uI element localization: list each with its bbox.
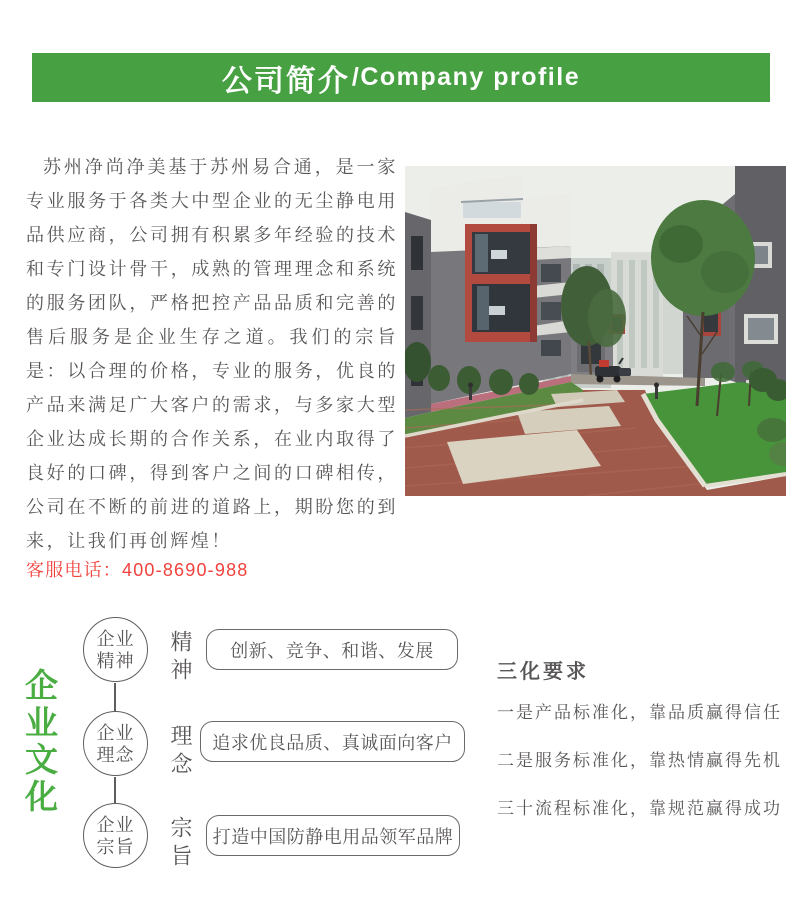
circle-text-line2: 理念 (96, 744, 135, 765)
culture-vertical-title: 企业文化 (21, 668, 58, 816)
requirement-item-2: 二是服务标准化，靠热情赢得先机 (497, 751, 782, 770)
side-label-spirit: 精神 (168, 630, 193, 686)
circle-text-line1: 企业 (96, 722, 135, 743)
connector-line (114, 683, 116, 712)
side-label-philosophy: 理念 (168, 724, 193, 780)
section-title-en: /Company profile (351, 63, 581, 91)
service-hotline (26, 556, 249, 582)
company-intro-paragraph: 苏州净尚净美基于苏州易合通，是一家专业服务于各类大中型企业的无尘静电用品供应商，公司拥有积累多年经验的技术和专门设计骨干，成熟的管理理念和系统的服务团队，严格把控产品品质和完善的售后服务是企业生存之道。我们的宗旨是：以合理的价格，专业的服务，优良的产品来满足广大客户的需求，与多家大型企业达成长期的合作关系，在业内取得了良好的口碑，得到客户之间的口碑相传，公司在不断的前进的道路上，期盼您的到来，让我们再创辉煌！ (26, 157, 398, 551)
section-title-zh: 公司简介 (221, 64, 350, 98)
campus-photo (405, 166, 786, 496)
requirements-heading: 三化要求 (497, 661, 589, 683)
connector-line (114, 777, 116, 804)
hotline-number: 400-8690-988 (122, 560, 249, 580)
requirements-section (497, 655, 782, 842)
requirement-item-1: 一是产品标准化，靠品质赢得信任 (497, 703, 782, 722)
circle-text-line2: 精神 (96, 650, 135, 671)
culture-value-purpose: 打造中国防静电用品领军品牌 (206, 815, 460, 856)
side-label-purpose: 宗旨 (168, 816, 193, 872)
campus-photo-illustration (405, 166, 786, 496)
culture-circle-purpose (83, 803, 148, 868)
section-title-banner (32, 53, 770, 102)
culture-circle-philosophy (83, 711, 148, 776)
culture-circle-spirit (83, 617, 148, 682)
culture-value-spirit: 创新、竞争、和谐、发展 (206, 629, 458, 670)
circle-text-line1: 企业 (96, 628, 135, 649)
culture-value-philosophy: 追求优良品质、真诚面向客户 (200, 721, 465, 762)
circle-text-line1: 企业 (96, 814, 135, 835)
circle-text-line2: 宗旨 (96, 836, 135, 857)
hotline-label: 客服电话： (26, 560, 122, 580)
requirement-item-3: 三十流程标准化，靠规范赢得成功 (497, 799, 782, 818)
